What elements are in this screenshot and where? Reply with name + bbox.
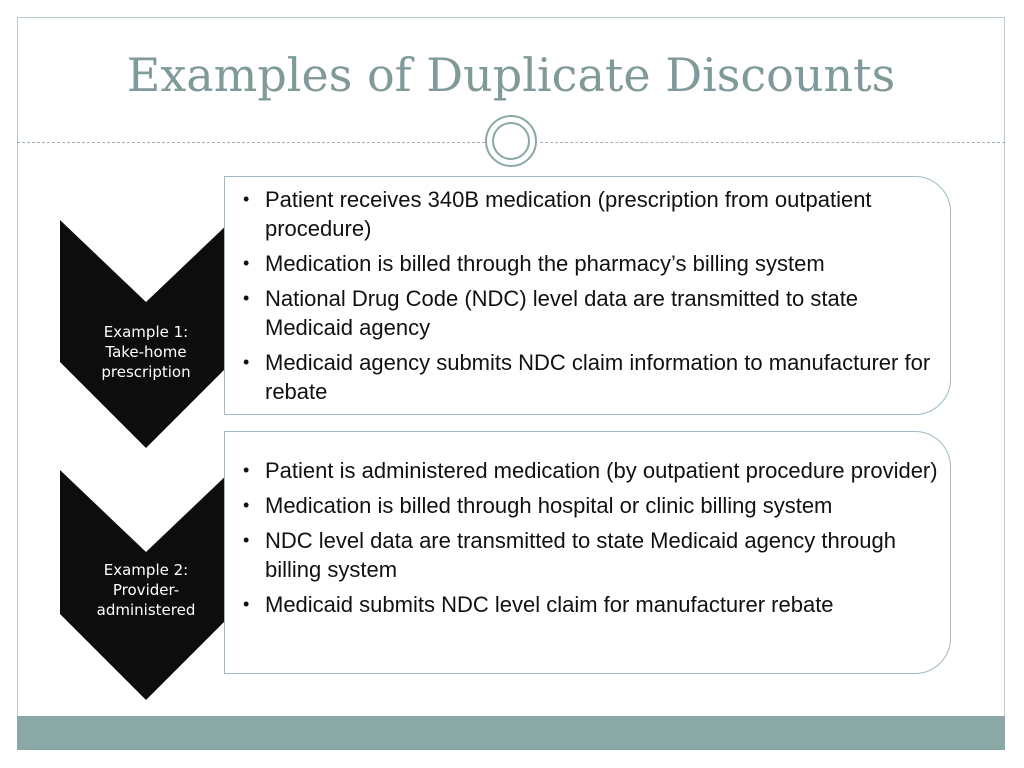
example-1-label <box>61 322 231 382</box>
title-divider-left <box>17 142 485 143</box>
footer-bar <box>17 716 1005 750</box>
bullet-icon: • <box>243 352 250 372</box>
bullet-icon: • <box>243 288 250 308</box>
example-2-label-line-3: administered <box>96 601 196 619</box>
title-divider-right <box>540 142 1005 143</box>
example-2-label-line-1: Example 2: <box>103 561 189 579</box>
slide-title: Examples of Duplicate Discounts <box>126 48 896 102</box>
list-item: • NDC level data are transmitted to state Medicaid agency through billing system <box>243 528 896 582</box>
example-2-label <box>61 560 231 620</box>
example-1-box <box>224 176 951 415</box>
circle-ornament-inner <box>492 122 530 160</box>
bullet-icon: • <box>243 460 250 480</box>
list-item: • Patient is administered medication (by outpatient procedure provider) <box>243 458 938 483</box>
example-1-label-line-1: Example 1: <box>103 323 189 341</box>
circle-ornament-icon <box>485 115 537 167</box>
bullet-icon: • <box>243 253 250 273</box>
example-2-label-line-2: Provider- <box>112 581 180 599</box>
list-item: • Medication is billed through the pharmacy’s billing system <box>243 251 825 276</box>
list-item: • Medicaid agency submits NDC claim information to manufacturer for rebate <box>243 350 931 404</box>
list-item: • Medicaid submits NDC level claim for manufacturer rebate <box>243 592 834 617</box>
example-1-bullet-list <box>225 185 940 406</box>
example-2-bullet-list <box>225 456 940 619</box>
example-2-box <box>224 431 951 674</box>
list-item: • National Drug Code (NDC) level data are transmitted to state Medicaid agency <box>243 286 859 340</box>
example-1-label-line-2: Take-home <box>105 343 187 361</box>
list-item: • Medication is billed through hospital or clinic billing system <box>243 493 833 518</box>
list-item: • Patient receives 340B medication (prescription from outpatient procedure) <box>243 187 872 241</box>
bullet-icon: • <box>243 495 250 515</box>
example-1-label-line-3: prescription <box>101 363 191 381</box>
bullet-icon: • <box>243 530 250 550</box>
bullet-icon: • <box>243 594 250 614</box>
bullet-icon: • <box>243 189 250 209</box>
